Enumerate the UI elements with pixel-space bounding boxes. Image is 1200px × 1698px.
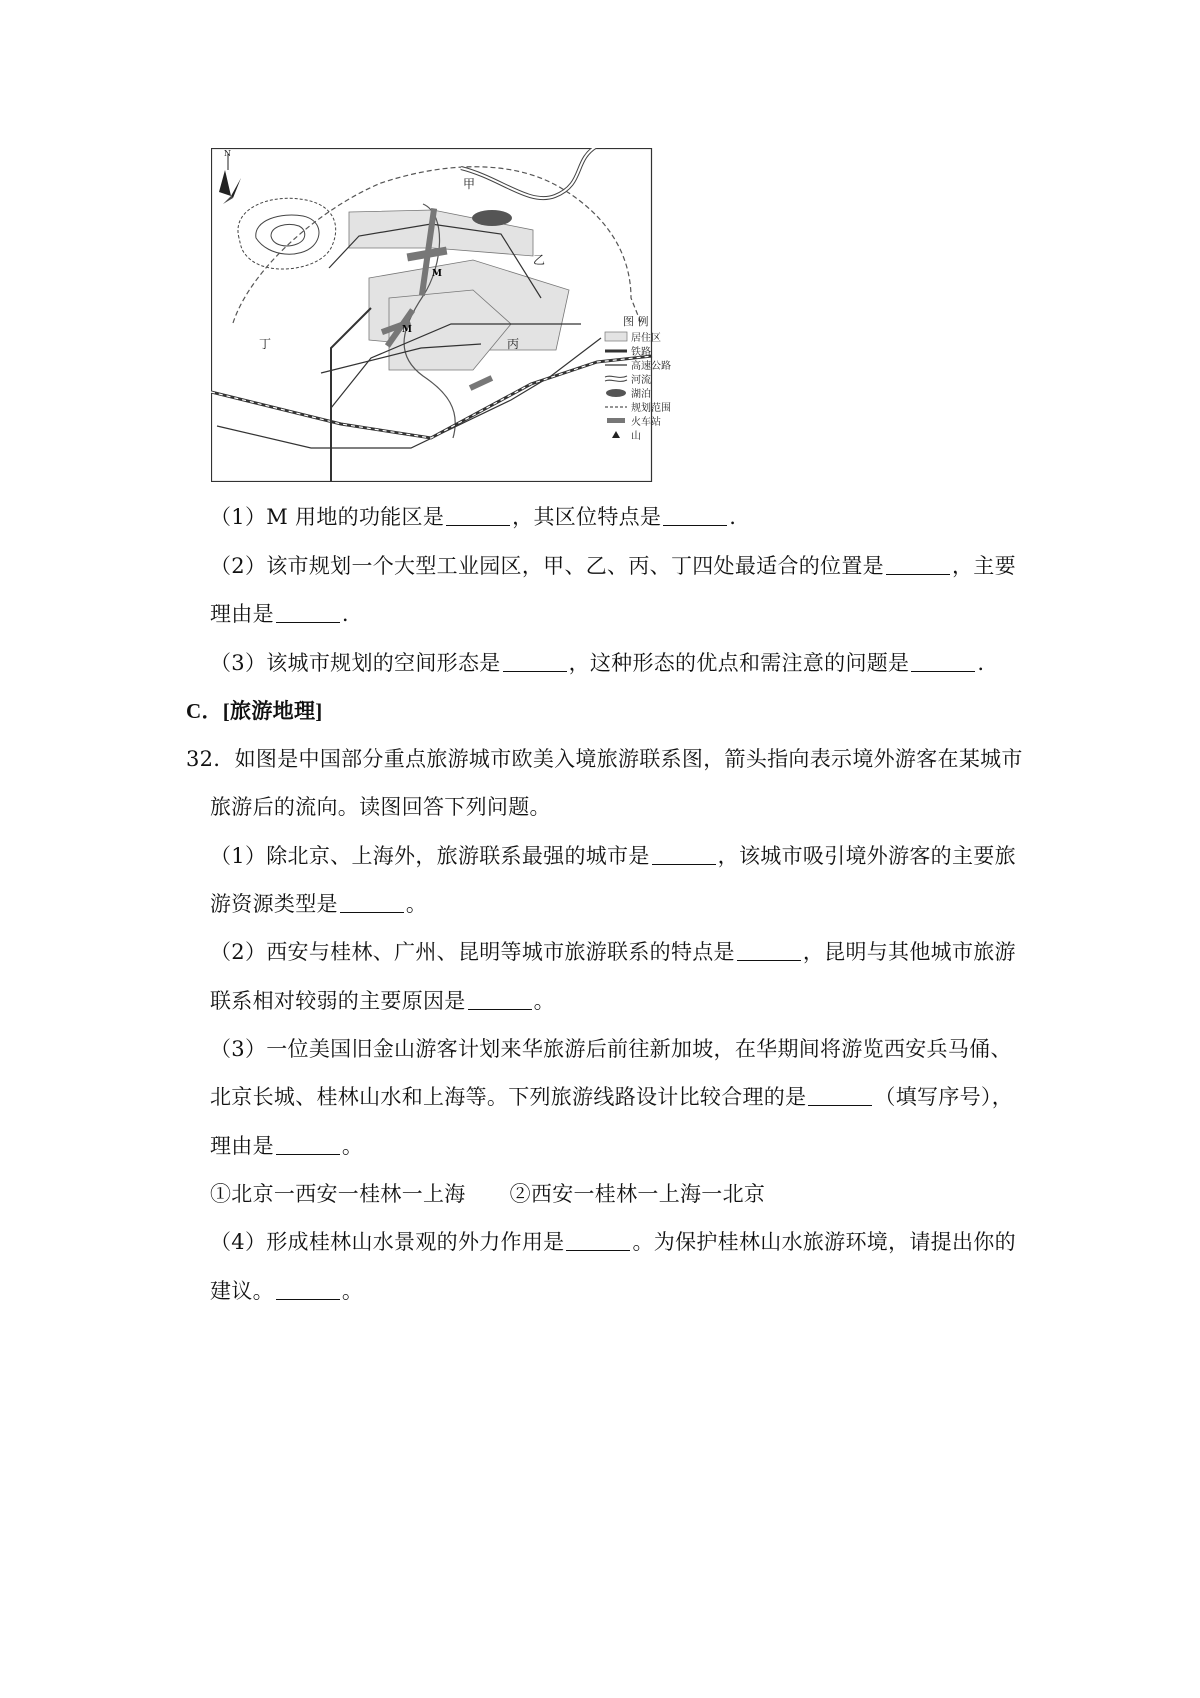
q32-part2-cont: 联系相对较弱的主要原因是 。 xyxy=(210,989,555,1013)
svg-text:铁路: 铁路 xyxy=(631,347,651,358)
answer-blank[interactable] xyxy=(808,1087,872,1106)
answer-blank[interactable] xyxy=(737,942,801,961)
answer-blank[interactable] xyxy=(566,1232,630,1251)
q32-part1: （1）除北京、上海外，旅游联系最强的城市是 ，该城市吸引境外游客的主要旅 xyxy=(210,844,1016,868)
q32-part4-cont: 建议。 。 xyxy=(210,1279,364,1303)
answer-blank[interactable] xyxy=(886,556,950,575)
answer-blank[interactable] xyxy=(446,507,510,526)
q32-part3: （3）一位美国旧金山游客计划来华旅游后前往新加坡，在华期间将游览西安兵马俑、 xyxy=(210,1037,1012,1061)
answer-blank[interactable] xyxy=(663,507,727,526)
q32-intro: 32．如图是中国部分重点旅游城市欧美入境旅游联系图，箭头指向表示境外游客在某城市 xyxy=(186,747,1023,771)
label-m2: M xyxy=(402,325,412,335)
answer-blank[interactable] xyxy=(911,653,975,672)
label-ding: 丁 xyxy=(259,337,272,351)
answer-blank[interactable] xyxy=(276,1136,340,1155)
answer-blank[interactable] xyxy=(652,846,716,865)
answer-blank[interactable] xyxy=(468,991,532,1010)
north-label: N xyxy=(224,149,231,158)
svg-text:居住区: 居住区 xyxy=(631,333,661,344)
q32-part1-cont: 游资源类型是 。 xyxy=(210,892,428,916)
answer-blank[interactable] xyxy=(276,604,340,623)
svg-text:高速公路: 高速公路 xyxy=(631,361,671,372)
q31-part1: （1）M 用地的功能区是 ，其区位特点是 . xyxy=(210,505,737,529)
q32-part3-cont: 北京长城、桂林山水和上海等。下列旅游线路设计比较合理的是 （填写序号）， xyxy=(210,1085,1014,1109)
label-jia: 甲 xyxy=(463,177,476,191)
label-m1: M xyxy=(432,269,442,279)
label-yi: 乙 xyxy=(533,253,546,267)
q32-part2: （2）西安与桂林、广州、昆明等城市旅游联系的特点是 ，昆明与其他城市旅游 xyxy=(210,940,1016,964)
option-2: ②西安一桂林一上海一北京 xyxy=(509,1182,766,1206)
lake xyxy=(472,210,512,226)
q32-part4: （4）形成桂林山水景观的外力作用是 。为保护桂林山水旅游环境，请提出你的 xyxy=(210,1230,1016,1254)
svg-text:规划范围: 规划范围 xyxy=(631,403,671,414)
q32-intro-cont: 旅游后的流向。读图回答下列问题。 xyxy=(210,795,551,819)
svg-text:河流: 河流 xyxy=(631,375,651,386)
answer-blank[interactable] xyxy=(276,1281,340,1300)
q31-part2-cont: 理由是 . xyxy=(210,602,349,626)
answer-blank[interactable] xyxy=(340,894,404,913)
q31-part2: （2）该市规划一个大型工业园区，甲、乙、丙、丁四处最适合的位置是 ，主要 xyxy=(210,554,1016,578)
q31-part3: （3）该城市规划的空间形态是 ，这种形态的优点和需注意的问题是 . xyxy=(210,651,985,675)
option-1: ①北京一西安一桂林一上海 xyxy=(210,1182,466,1206)
q32-options xyxy=(210,1179,765,1209)
section-c-heading: C．[旅游地理] xyxy=(186,699,323,723)
answer-blank[interactable] xyxy=(503,653,567,672)
svg-text:湖泊: 湖泊 xyxy=(631,389,651,400)
label-bing: 丙 xyxy=(507,337,520,351)
q32-part3-reason: 理由是 。 xyxy=(210,1134,364,1158)
svg-text:火车站: 火车站 xyxy=(631,417,661,428)
legend-title: 图 例 xyxy=(623,315,649,328)
svg-text:山: 山 xyxy=(631,431,641,442)
city-planning-map xyxy=(211,148,763,482)
